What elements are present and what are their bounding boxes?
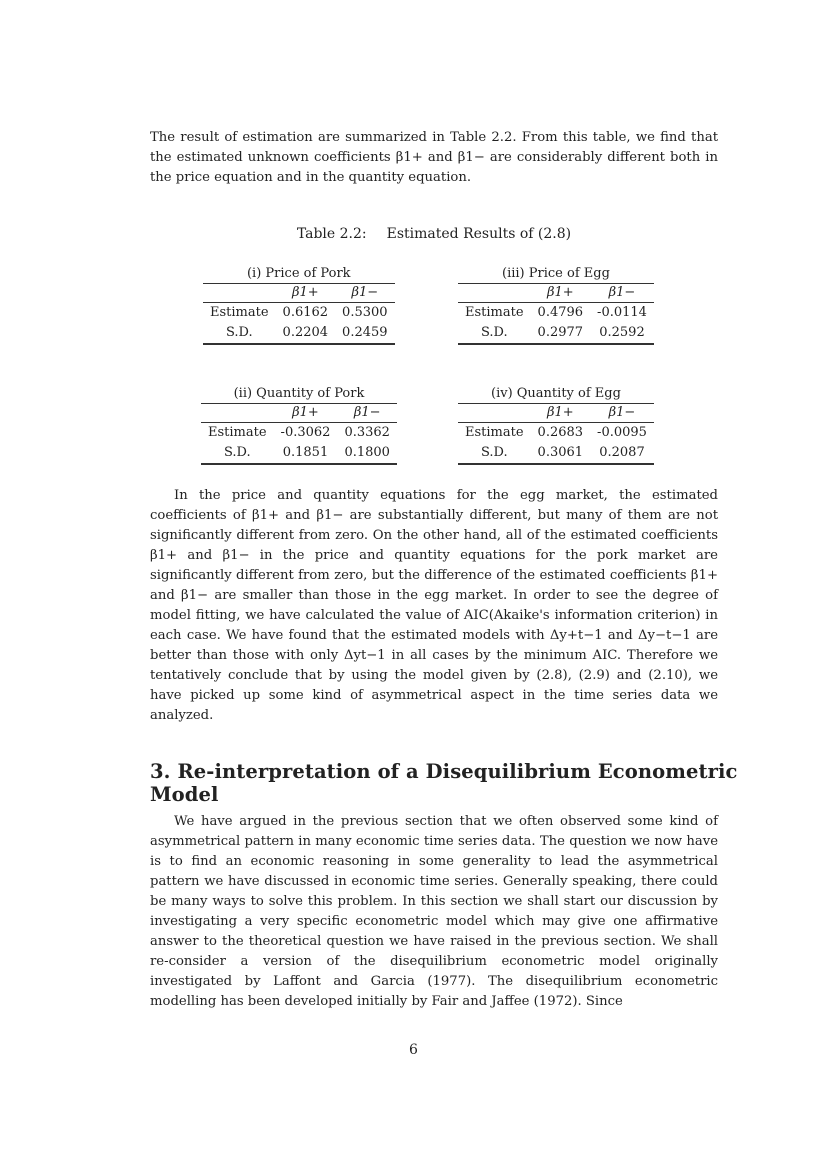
discussion-paragraph: In the price and quantity equations for the egg market, the estimated coefficients of β1+ and β1− are substantially different, but many of them are not significantly different from zero. On the other hand, all of the estimated coefficients β1+ and β1− in the price and quantity equations for the pork market are significantly different from zero, but the difference of the estimated coefficients β1+ and β1− are smaller than those in the egg market. In order to see the degree of model fitting, we have calculated the value of AIC(Akaike's information criterion) in each case. We have found that the estimated models with Δy+t−1 and Δy−t−1 are better than those with only Δyt−1 in all cases by the minimum AIC. Therefore we tentatively conclude that by using the model given by (2.8), (2.9) and (2.10), we have picked up some kind of asymmetrical aspect in the time series data we analyzed. — [150, 488, 718, 723]
cell-value: 0.3362 — [344, 425, 390, 440]
subtable-title: (iv) Quantity of Egg — [491, 386, 621, 401]
intro-paragraph: The result of estimation are summarized in Table 2.2. From this table, we find that the estimated unknown coefficients β1+ and β1− are considerably different both in the price equation and in the quantity equation. — [150, 130, 718, 185]
subtable-title: (iii) Price of Egg — [502, 266, 610, 281]
col-header-beta-minus: β1− — [590, 404, 654, 423]
table-row — [458, 303, 654, 324]
cell-value: 0.2977 — [531, 323, 591, 344]
row-label: S.D. — [458, 443, 531, 464]
section-heading: 3. Re-interpretation of a Disequilibrium Econometric Model — [150, 760, 738, 806]
row-label: Estimate — [465, 425, 524, 440]
subtable-price-pork — [203, 266, 395, 345]
cell-value: 0.1800 — [337, 443, 397, 464]
row-label: S.D. — [203, 323, 276, 344]
page-number: 6 — [409, 1042, 418, 1058]
cell-value: 0.1851 — [274, 443, 338, 464]
col-header-beta-plus: β1+ — [531, 284, 591, 303]
col-header-beta-plus: β1+ — [276, 284, 336, 303]
row-label: S.D. — [201, 443, 274, 464]
subtable-title: (i) Price of Pork — [246, 266, 351, 281]
table-row — [203, 303, 395, 324]
cell-value: 0.2087 — [590, 443, 654, 464]
col-header-beta-minus: β1− — [590, 284, 654, 303]
col-header-beta-plus: β1+ — [274, 404, 338, 423]
cell-value: 0.2592 — [590, 323, 654, 344]
row-label: Estimate — [210, 305, 269, 320]
table-row — [201, 443, 397, 464]
col-header-beta-plus: β1+ — [531, 404, 591, 423]
table-caption-title: Estimated Results of (2.8) — [386, 226, 572, 242]
cell-value: 0.5300 — [342, 305, 388, 320]
cell-value: -0.0114 — [597, 305, 647, 320]
row-label: Estimate — [208, 425, 267, 440]
subtable-quantity-egg — [458, 386, 654, 465]
subtable-quantity-pork — [201, 386, 397, 465]
subtable-price-egg — [458, 266, 654, 345]
table-row — [458, 323, 654, 344]
cell-value: 0.4796 — [537, 305, 584, 320]
table-caption — [150, 226, 718, 242]
cell-value: 0.2459 — [335, 323, 395, 344]
cell-value: 0.6162 — [282, 305, 329, 320]
row-label: S.D. — [458, 323, 531, 344]
section-paragraph: We have argued in the previous section that we often observed some kind of asymmetrical pattern in many economic time series data. The question we now have is to find an economic reasoning in some generality to lead the asymmetrical pattern we have discussed in economic time series. Generally speaking, there could be many ways to solve this problem. In this section we shall start our discussion by investigating a very specific econometric model which may give one affirmative answer to the theoretical question we have raised in the previous section. We shall re-consider a version of the disequilibrium econometric model originally investigated by Laffont and Garcia (1977). The disequilibrium econometric modelling has been developed initially by Fair and Jaffee (1972). Since — [150, 814, 718, 1009]
table-row — [458, 443, 654, 464]
cell-value: -0.0095 — [597, 425, 647, 440]
col-header-beta-minus: β1− — [335, 284, 395, 303]
cell-value: 0.2683 — [537, 425, 584, 440]
cell-value: 0.2204 — [276, 323, 336, 344]
subtable-title: (ii) Quantity of Pork — [233, 386, 365, 401]
table-caption-label: Table 2.2: — [296, 226, 367, 242]
table-row — [458, 423, 654, 444]
cell-value: -0.3062 — [280, 425, 331, 440]
row-label: Estimate — [465, 305, 524, 320]
col-header-beta-minus: β1− — [337, 404, 397, 423]
cell-value: 0.3061 — [531, 443, 591, 464]
table-row — [201, 423, 397, 444]
table-row — [203, 323, 395, 344]
